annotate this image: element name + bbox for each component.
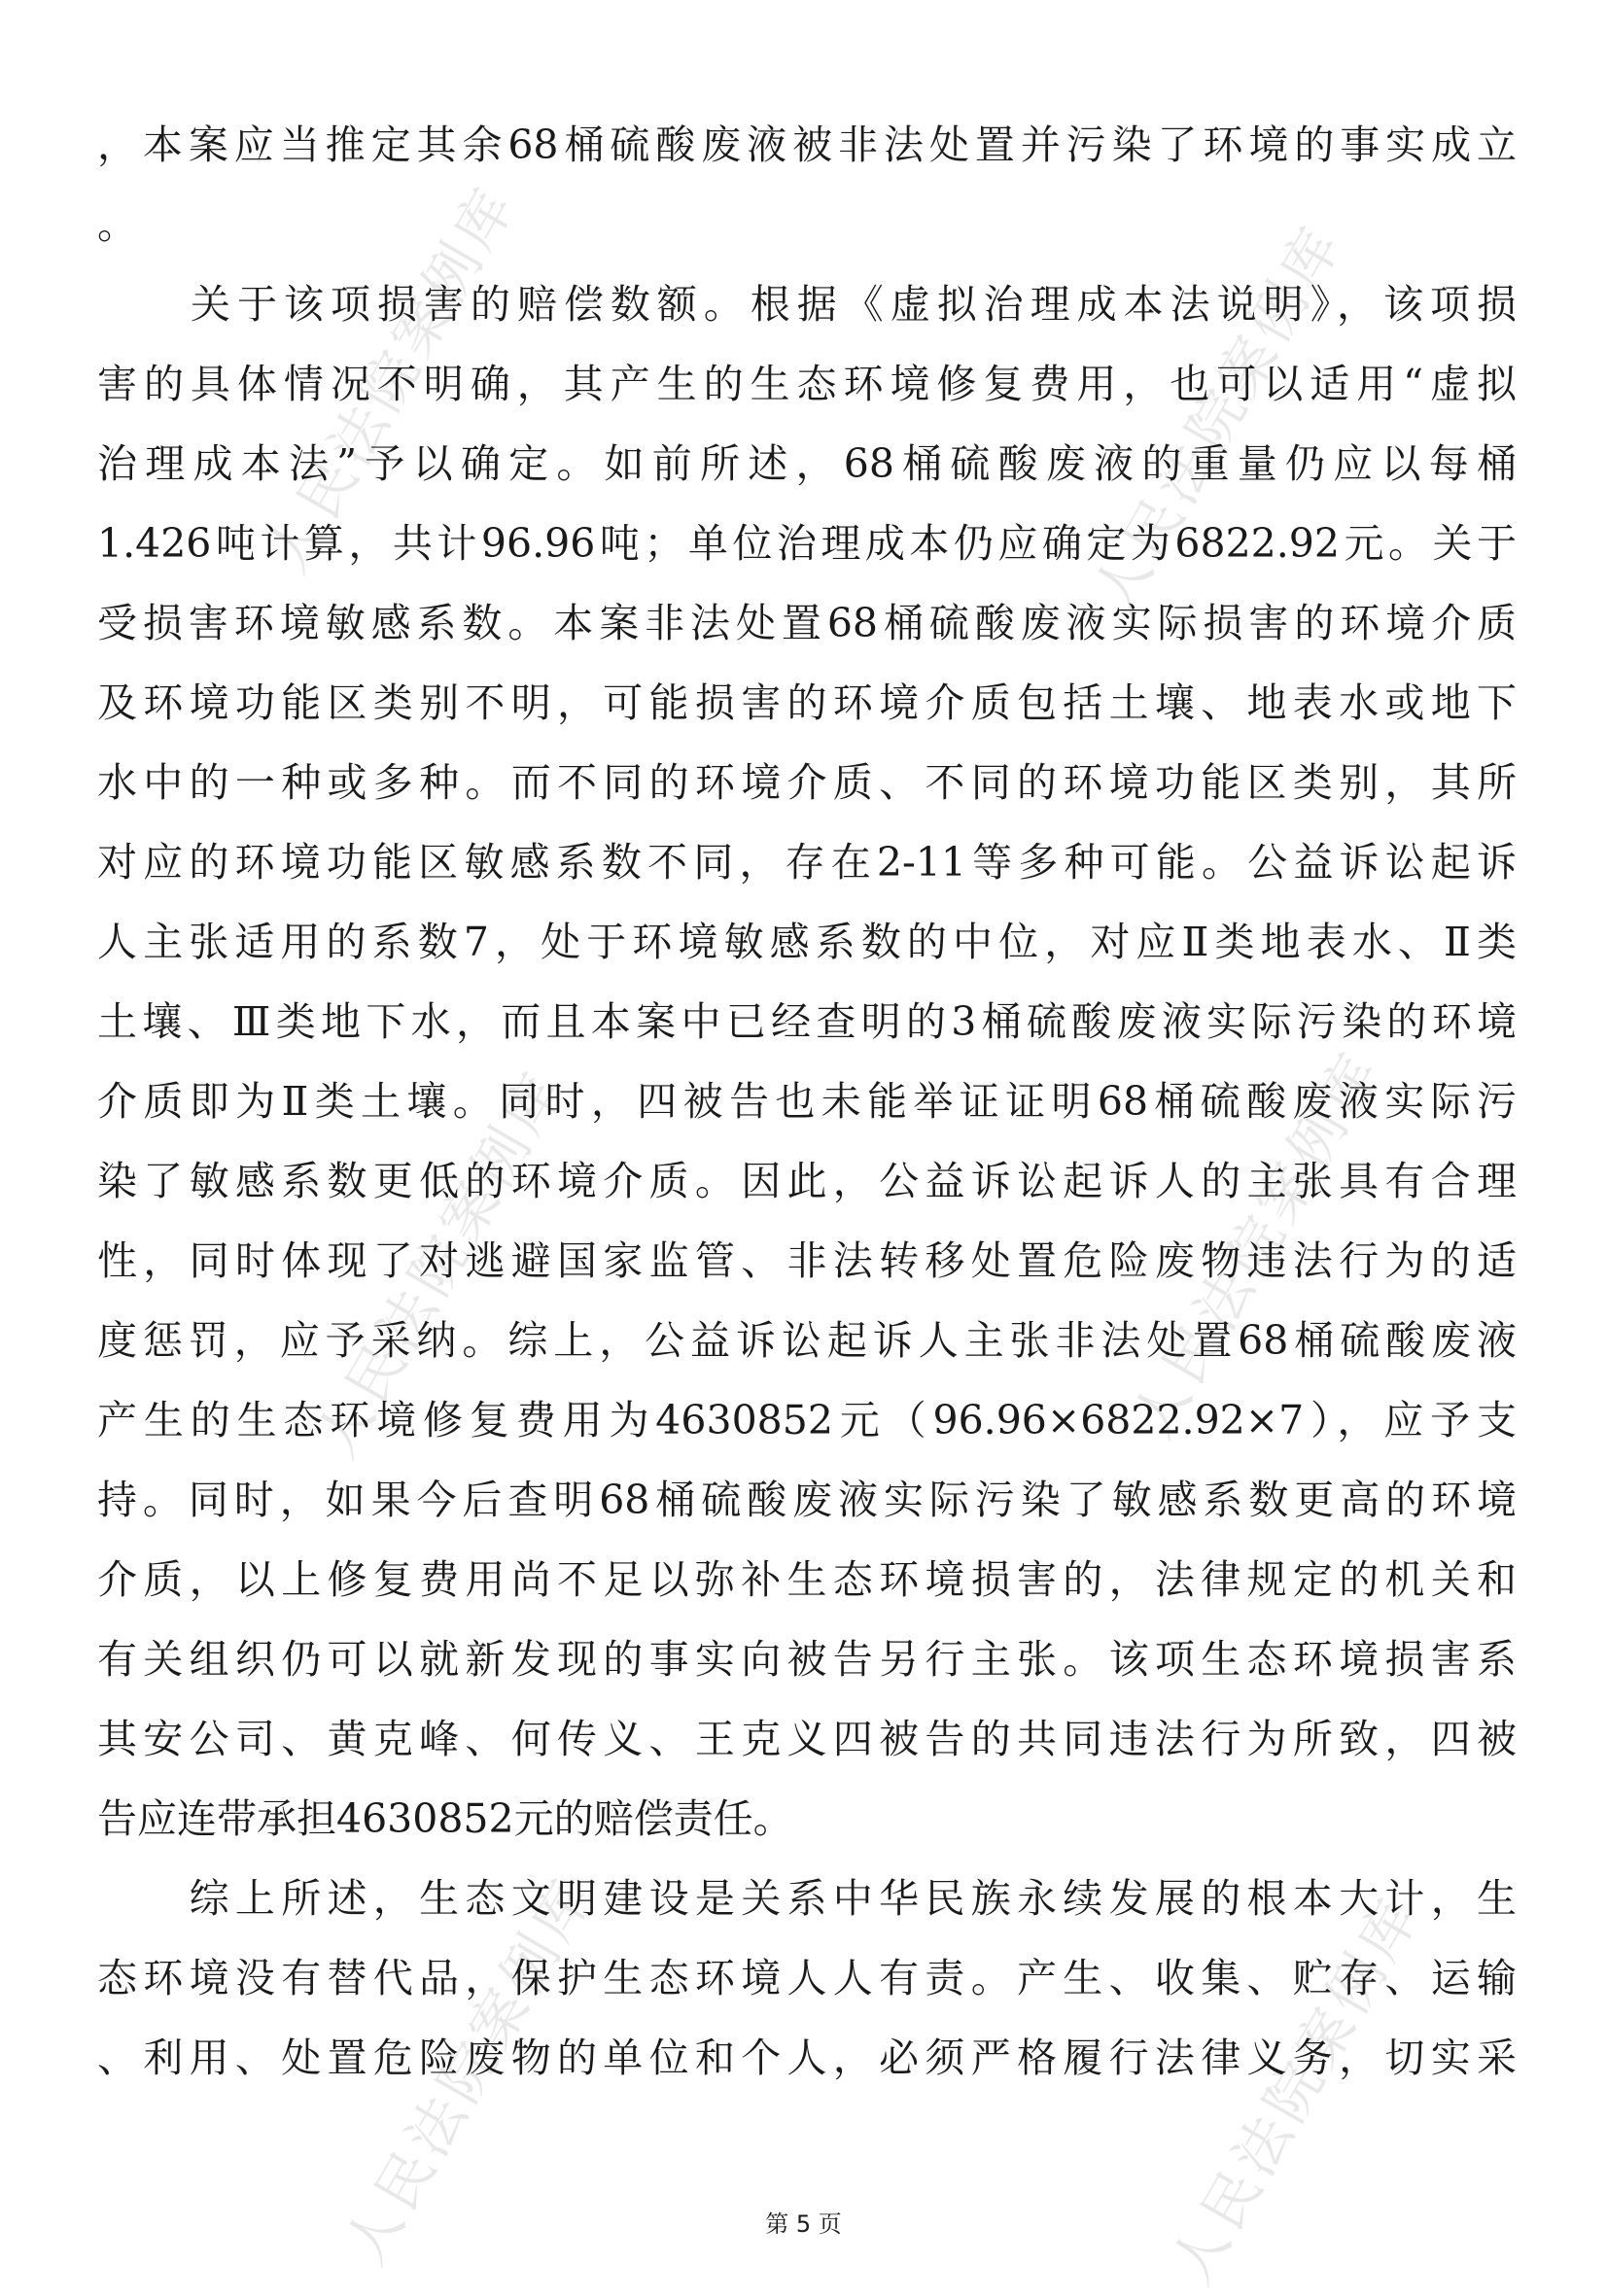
body-line: 土壤、Ⅲ类地下水，而且本案中已经查明的3桶硫酸废液实际污染的环境: [97, 998, 1517, 1045]
body-line: 态环境没有替代品，保护生态环境人人有责。产生、收集、贮存、运输: [97, 1955, 1517, 2001]
watermark: 人民法院案例库: [302, 1058, 578, 1469]
body-line: ，本案应当推定其余68桶硫酸废液被非法处置并污染了环境的事实成立: [97, 122, 1517, 168]
body-line: 有关组织仍可以就新发现的事实向被告另行主张。该项生态环境损害系: [97, 1636, 1517, 1683]
body-line: 人主张适用的系数7，处于环境敏感系数的中位，对应Ⅱ类地表水、Ⅱ类: [97, 919, 1517, 965]
watermark: 人民法院案例库: [332, 1864, 608, 2276]
watermark: 人民法院案例库: [1119, 1038, 1395, 1449]
watermark: 人民法院案例库: [1158, 1884, 1434, 2295]
body-line: 受损害环境敏感系数。本案非法处置68桶硫酸废液实际损害的环境介质: [97, 600, 1517, 646]
paragraph-first-line: 综上所述，生态文明建设是关系中华民族永续发展的根本大计，生: [97, 1875, 1517, 1922]
body-line: 及环境功能区类别不明，可能损害的环境介质包括土壤、地表水或地下: [97, 679, 1517, 726]
document-body: [97, 105, 1517, 2098]
body-line: 介质，以上修复费用尚不足以弥补生态环境损害的，法律规定的机关和: [97, 1556, 1517, 1603]
body-line: 度惩罚，应予采纳。综上，公益诉讼起诉人主张非法处置68桶硫酸废液: [97, 1317, 1517, 1364]
body-line: 持。同时，如果今后查明68桶硫酸废液实际污染了敏感系数更高的环境: [97, 1477, 1517, 1523]
body-line: 、利用、处置危险废物的单位和个人，必须严格履行法律义务，切实采: [97, 2035, 1517, 2081]
body-line: 害的具体情况不明确，其产生的生态环境修复费用，也可以适用“虚拟: [97, 361, 1517, 407]
body-line: 产生的生态环境修复费用为4630852元（96.96×6822.92×7），应予支: [97, 1397, 1517, 1444]
watermark: 人民法院案例库: [254, 173, 530, 584]
body-line: 治理成本法”予以确定。如前所述，68桶硫酸废液的重量仍应以每桶: [97, 440, 1517, 487]
page-number: 第 5 页: [765, 2210, 842, 2238]
body-line: 介质即为Ⅱ类土壤。同时，四被告也未能举证证明68桶硫酸废液实际污: [97, 1078, 1517, 1125]
body-line: 。: [97, 201, 137, 248]
body-line: 染了敏感系数更低的环境介质。因此，公益诉讼起诉人的主张具有合理: [97, 1158, 1517, 1204]
body-line: 告应连带承担4630852元的赔偿责任。: [97, 1795, 793, 1842]
body-line: 对应的环境功能区敏感系数不同，存在2-11等多种可能。公益诉讼起诉: [97, 839, 1517, 886]
body-line: 水中的一种或多种。而不同的环境介质、不同的环境功能区类别，其所: [97, 759, 1517, 806]
paragraph-first-line: 关于该项损害的赔偿数额。根据《虚拟治理成本法说明》，该项损: [97, 281, 1517, 328]
body-line: 1.426吨计算，共计96.96吨；单位治理成本仍应确定为6822.92元。关于: [97, 520, 1517, 567]
watermark: 人民法院案例库: [1080, 212, 1356, 623]
body-line: 性，同时体现了对逃避国家监管、非法转移处置危险废物违法行为的适: [97, 1237, 1517, 1284]
body-line: 其安公司、黄克峰、何传义、王克义四被告的共同违法行为所致，四被: [97, 1716, 1517, 1762]
